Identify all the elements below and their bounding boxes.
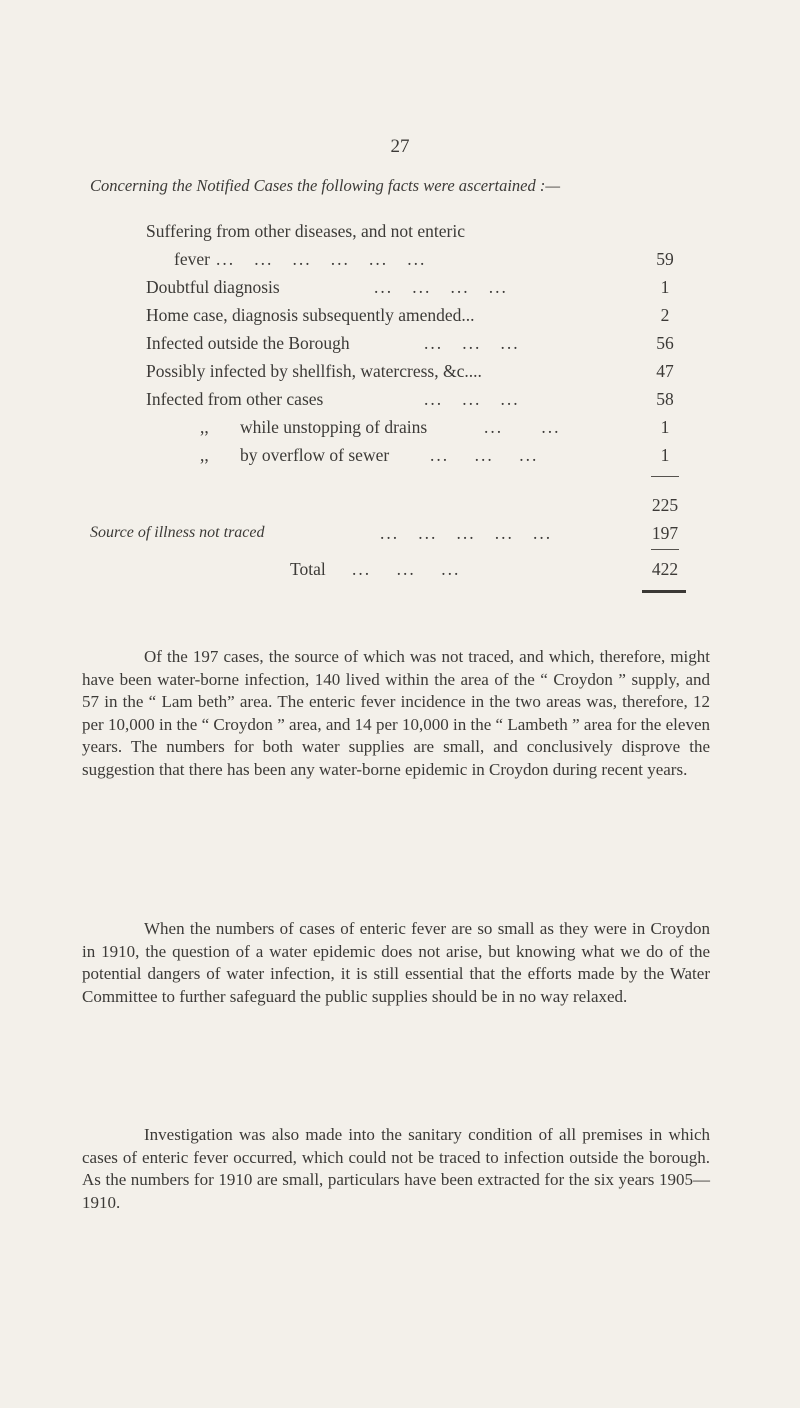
- ditto-mark: ,,: [200, 417, 209, 437]
- leader-dots: ... ... ... ... ... ...: [216, 249, 427, 269]
- subtotal-row: [90, 492, 690, 518]
- row-label: by overflow of sewer: [240, 445, 390, 465]
- row-label: while unstopping of drains: [240, 417, 428, 437]
- row-label: Home case, diagnosis subsequently amended...: [146, 305, 475, 325]
- table-row: [90, 386, 690, 412]
- table-row: [90, 302, 690, 328]
- row-value: 2: [660, 305, 670, 325]
- table-intro-heading: Concerning the Notified Cases the following facts were ascertained :—: [90, 176, 561, 195]
- row-value: 58: [656, 389, 674, 409]
- paragraph-untraced-cases: Of the 197 cases, the source of which was not traced, and which, therefore, might have been water-borne infection, 140 lived within the area of the “ Croydon ” supply, and 57 in the “ Lam beth” area. The enteric fever incidence in the two areas was, therefore, 12 per 10,000 in the “ Croydon ” area, and 14 per 10,000 in the “ Lambeth ” area for the eleven years. The numbers for both water supplies are small, and conclusively disprove the suggestion that there has been any water-borne epidemic in Croydon during recent years.: [82, 647, 710, 779]
- subtotal-rule: [651, 476, 679, 477]
- page-number: 27: [390, 136, 410, 157]
- leader-dots: ... ... ...: [352, 559, 461, 579]
- row-label: fever: [174, 249, 210, 269]
- untraced-row: [90, 520, 690, 546]
- row-value: 1: [660, 445, 670, 465]
- table-row: [90, 274, 690, 300]
- row-value: 1: [660, 417, 670, 437]
- row-label-line1: Suffering from other diseases, and not enteric: [146, 221, 465, 241]
- leader-dots: ... ... ...: [430, 445, 539, 465]
- subtotal-value: 225: [651, 495, 679, 515]
- ditto-mark: ,,: [200, 445, 209, 465]
- paragraph-sanitary-investigation: Investigation was also made into the sanitary condition of all premises in which cases of enteric fever occurred, which could not be traced to infection outside the borough. As the numbers for 1910 are small, particulars have been extracted for the six years 1905—1910.: [82, 1125, 710, 1212]
- leader-dots: ... ... ...: [424, 389, 520, 409]
- table-row: [90, 218, 690, 244]
- table-row: [90, 330, 690, 356]
- total-rule: [651, 549, 679, 550]
- paragraph-water-epidemic: When the numbers of cases of enteric fever are so small as they were in Croydon in 1910, the question of a water epidemic does not arise, but knowing what we do of the potential dangers of water infection, it is still essential that the efforts made by the Water Committee to further safeguard the public supplies should be in no way relaxed.: [82, 919, 710, 1006]
- leader-dots: ... ... ... ...: [374, 277, 508, 297]
- total-double-rule: [642, 590, 686, 593]
- total-label: Total: [290, 559, 326, 579]
- row-value: 47: [656, 361, 674, 381]
- table-row: [90, 358, 690, 384]
- leader-dots: ... ... ... ... ...: [380, 523, 553, 543]
- total-row: [90, 556, 690, 582]
- leader-dots: ... ... ...: [424, 333, 520, 353]
- row-value: 59: [656, 249, 674, 269]
- row-label: Doubtful diagnosis: [146, 277, 280, 297]
- table-row: [90, 414, 690, 440]
- untraced-label: Source of illness not traced: [90, 524, 265, 541]
- leader-dots: ... ...: [484, 417, 561, 437]
- row-value: 1: [660, 277, 670, 297]
- row-value: 56: [656, 333, 674, 353]
- table-row: [90, 246, 690, 272]
- row-label: Infected from other cases: [146, 389, 324, 409]
- table-row: [90, 442, 690, 468]
- row-label: Possibly infected by shellfish, watercress, &c....: [146, 361, 482, 381]
- untraced-value: 197: [651, 523, 679, 543]
- total-value: 422: [651, 559, 679, 579]
- row-label: Infected outside the Borough: [146, 333, 350, 353]
